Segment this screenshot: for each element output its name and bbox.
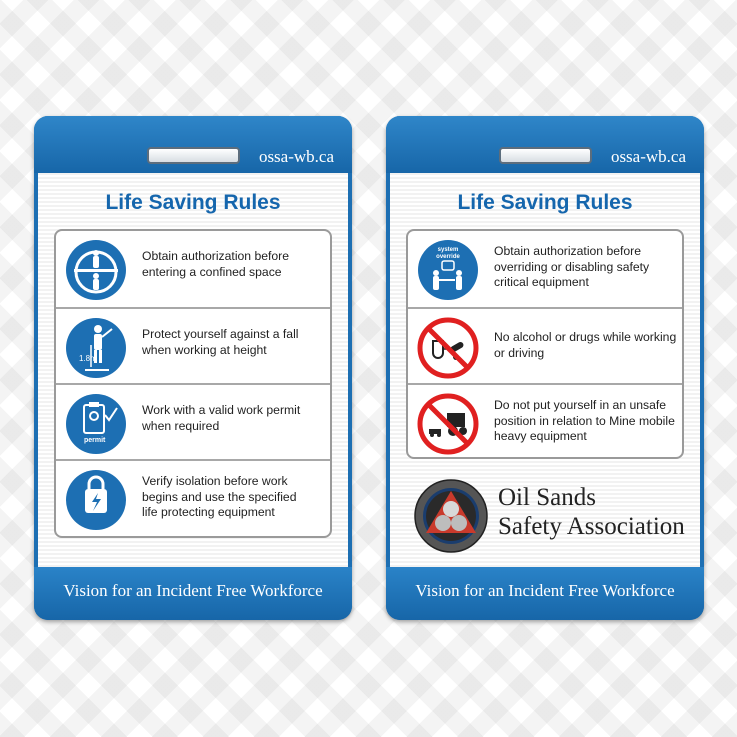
svg-text:override: override	[436, 254, 460, 260]
website-url: ossa-wb.ca	[610, 147, 686, 166]
rule-fall-protection	[56, 307, 330, 383]
no-alcohol-drugs-icon	[417, 317, 479, 379]
svg-text:system: system	[437, 247, 459, 253]
card-body	[390, 173, 700, 567]
confined-space-icon	[65, 239, 127, 301]
rule-confined-space	[56, 231, 330, 307]
safety-card-right	[386, 116, 704, 620]
work-permit-icon	[65, 393, 127, 455]
system-override-icon	[417, 239, 479, 301]
card-footer	[34, 567, 352, 620]
svg-text:1.8m: 1.8m	[79, 354, 97, 363]
rule-text: Obtain authorization before entering a confined space	[142, 249, 290, 279]
rule-work-permit	[56, 383, 330, 459]
rule-text: Do not put yourself in an unsafe position in relation to Mine mobile heavy equipment	[494, 398, 675, 443]
lanyard-slot	[147, 147, 240, 164]
website-url: ossa-wb.ca	[258, 147, 334, 166]
ossa-name: Oil Sands Safety Association	[498, 484, 685, 540]
rules-title: Life Saving Rules	[457, 191, 633, 214]
card-header	[34, 116, 352, 173]
safety-card-left	[34, 116, 352, 620]
rule-system-override	[408, 231, 682, 307]
rule-text: Work with a valid work permit when required	[142, 403, 301, 433]
rules-list	[406, 229, 684, 459]
lanyard-slot	[499, 147, 592, 164]
rule-text: Obtain authorization before overriding or disabling safety critical equipment	[494, 244, 650, 289]
no-mobile-equipment-icon	[417, 393, 479, 455]
card-header	[386, 116, 704, 173]
rules-list	[54, 229, 332, 538]
fall-protection-icon	[65, 317, 127, 379]
rule-no-alcohol-drugs	[408, 307, 682, 383]
footer-slogan: Vision for an Incident Free Workforce	[63, 581, 323, 600]
card-body	[38, 173, 348, 567]
rule-mobile-equipment	[408, 383, 682, 459]
rule-isolation	[56, 459, 330, 536]
isolation-lock-icon	[65, 469, 127, 531]
rule-text: No alcohol or drugs while working or driving	[494, 330, 677, 360]
card-footer	[386, 567, 704, 620]
ossa-seal-logo	[413, 478, 489, 554]
rule-text: Verify isolation before work begins and use the specified life protecting equipment	[142, 474, 297, 519]
rule-text: Protect yourself against a fall when working at height	[142, 327, 299, 357]
rules-title: Life Saving Rules	[105, 191, 281, 214]
footer-slogan: Vision for an Incident Free Workforce	[415, 581, 675, 600]
svg-text:permit: permit	[84, 437, 106, 444]
